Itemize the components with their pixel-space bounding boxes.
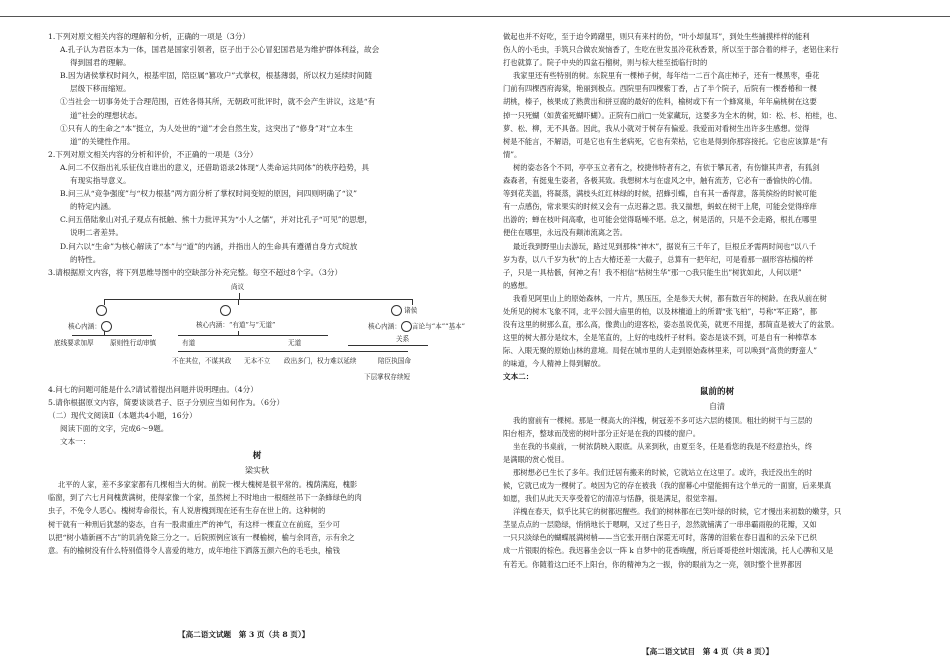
node-3-label: 核心内涵： xyxy=(368,322,401,331)
q2-stem: 2.下列对原文相关内容的分析和评价，不正确的一项是（3分） xyxy=(48,149,258,159)
blank-circle xyxy=(401,321,412,332)
q2-option-b: B.问三从“竞争强度”与“权力根基”两方面分析了掌权时间变短的原因，问四则明确了“议” xyxy=(60,189,358,199)
q1-option-b: B.因为诸侯掌权时间久，根基牢固，陪臣属“篡攻户”式掌权，根基薄弱，所以权力延续时间随 xyxy=(60,71,372,81)
leaf-2: 原则性行动审慎 xyxy=(110,338,157,347)
q1-option-c: ①当社会一切事务处于合理范围，百姓各得其所，无朝政可批评时，就不会产生讲议，这是“有 xyxy=(60,97,376,107)
paragraph-line: 树干就有一种刑后犹瑟的姿态，自有一股肃重庄严的神气，有这样一棵直立在前庭，至少可 xyxy=(48,519,340,529)
text1-label: 文本一： xyxy=(60,437,91,447)
node-3-tail: 言论与“本”“基本” xyxy=(411,322,466,331)
q4: 4.问七的问题可能是什么?请试着提出问题并说明理由。（4分） xyxy=(48,384,258,394)
q2-option-c-cont: 说明二者差异。 xyxy=(70,228,124,238)
paragraph-line: 处所见的树木飞象不同，北平公园大庙里的柏，以及林檀道上的所谓“张飞柏”，号称“军正路”，都 xyxy=(503,306,818,316)
blank-2 xyxy=(220,305,231,316)
paragraph-line: 际、入眼无聚的原始山林的意境。局促在城市里的人走到原始森林里来，可以唤到“高贵的野蛮人” xyxy=(503,346,817,356)
paragraph-line: 洋槐在春天，似乎比其它的树都迟醒些。我们的树林都在已笑叶绿的时候，它才慢出来初数的嫩芽，只 xyxy=(513,507,842,517)
leaf-5: 不在其位，不谋其政 xyxy=(172,356,232,365)
paragraph-line: 坐在我的书桌前，一树浓荫映入眼底。从来到秋，由夏至冬，任是看您的我是不经意抬头，终 xyxy=(513,441,813,451)
q1-option-c-cont: 道”社会的理想状态。 xyxy=(70,110,143,120)
paragraph-line: 有若无。你随着这□还不上阳台，你的精神为之一振，你的眼前为之一亮，领时整个世界都因 xyxy=(503,559,802,569)
paragraph-line: 伤人的小毛虫，手筑只合做农炭恼香了，生吃在世发虽冷花秋香景，所以至于部合着的样子，老铝住来行 xyxy=(503,45,839,55)
node-1 xyxy=(68,321,112,332)
paragraph-line: 树的姿态各个不同，亭亭玉立者有之，校捷伟特者有之，有依于攀瓦者，有伤慷其声者，有狐剑 xyxy=(513,162,820,172)
paragraph-line: 便住在哪里，永远没有颠沛流离之苦。 xyxy=(503,228,628,238)
paragraph-line: 临窗，到了六七月间槐黄满树，使得家像一个家，虽然树上不时地由一根细丝吊下一条蜂绿色的肉 xyxy=(48,493,362,503)
paragraph-line: 出游的；蝉在枝叶间高歌，也可能会觉得聒噪不堪。总之，树是活的，只是不会走路，根扎在哪里 xyxy=(503,215,817,225)
leaf-1: 底线要求加厚 xyxy=(54,338,94,347)
q2-option-a-cont: 有现实指导意义。 xyxy=(70,176,131,186)
paragraph-line: 最近我到野里山去游玩，路过见到那株“神木”，据说有三千年了，巨根丘矛需两时间也“以八千 xyxy=(513,241,817,251)
q5: 5.请你根据原文内容，简要谈谈君子、臣子分别应当如何作为。（6分） xyxy=(48,397,285,407)
paragraph-line: 以把“树小墙新画不古”的讥消免除三分之一。后院照例应该有一棵榆树，榆与余同音，示有余之 xyxy=(48,532,355,542)
node-zhuhou xyxy=(391,305,417,316)
leaf-3: 有道 xyxy=(182,338,196,347)
paragraph-line: 岁为春，以八千岁为秋”的上古大椿还差一大截子，总算有一把年纪，可是看那一副形容枯槁的样 xyxy=(503,254,814,264)
paragraph-line: 我看见阿里山上的原始森林，一片片，黑压压，全是参天大树，都有数百年的树龄。在我从前在树 xyxy=(513,293,827,303)
paragraph-line: 意。有的榆树没有什么特别值得令人喜爱的地方，成年地往下洒落五颜六色的毛毛虫，榆钱 xyxy=(48,545,340,555)
paragraph-line: 的感想。 xyxy=(503,280,533,290)
q1-stem: 1.下列对原文相关内容的理解和分析，正确的一项是（3分） xyxy=(48,32,250,41)
q2-option-d: D.问六以“生命”为核心解读了“本”与“道”的内涵，并指出人的生命具有遵循自身方式绽放 xyxy=(60,241,358,251)
paragraph-line: 是满眼的赏心悦目。 xyxy=(503,454,569,464)
page-footer-right: 【高二语文试目 第 4 页（共 8 页）】 xyxy=(642,647,774,656)
paragraph-line: 我的窗前有一棵树。那是一棵高大的洋槐，树冠差不多可达六层的楼顶。粗壮的树干与三层的 xyxy=(513,415,813,425)
connector xyxy=(348,345,428,346)
leaf-6: 无本不立 xyxy=(244,356,271,365)
blank-circle xyxy=(96,305,107,316)
paragraph-line: 有一点感伤，常求果实的时候又会有一点迟暮之思。我又揣想，蚂蚁在树干上爬，可能会觉得痒痒 xyxy=(503,202,817,212)
paragraph-line: 子，只是一具枯骸，何神之有！我不相信“枯树生华”那一○我只能生出”树犹如此，人何以堪” xyxy=(503,267,802,277)
leaf-9: 下层掌权存续短 xyxy=(364,372,411,381)
connector xyxy=(238,331,239,335)
paragraph-line: 树是不能言，不解语，可是它也有生老病死，它也有荣枯，它也是得到你那容接托。它也应该算是“有 xyxy=(503,136,828,146)
connector xyxy=(104,331,105,335)
top-rule xyxy=(0,16,950,17)
paragraph-line: 虫子，不免令人恶心。槐树寿命很长，有人说唐槐到现在还有生存在世上的。这种树的 xyxy=(48,506,326,516)
article-author: 梁实秋 xyxy=(245,466,269,476)
paragraph-line: 北平的人家，差不多家家都有几棵相当大的树。前院一棵大槐树是很平常的。槐荫满庭，槐影 xyxy=(58,480,358,490)
node-2: 核心内涵：“有道”与“无道” xyxy=(196,320,276,329)
section-heading: （二）现代文阅读Ⅱ（本题共4小题，16分） xyxy=(48,410,197,420)
paragraph-line: 掉一只死蝴（如黄雀死蝴吓蝴）。正院有□前□一处家藏玩，这要多为全木的树，如：松、杉、柏桂，也、 xyxy=(503,110,842,120)
article-title: 树 xyxy=(252,451,262,462)
node-zhuhou-label: 诸侯 xyxy=(404,306,418,315)
paragraph-line: 成一片银眼的棕色。我迟暮坐会以一阵 k 自梦中的花香唤醒，所后哥哥使丝叶烟流淌，托人心脾和又是 xyxy=(503,546,834,556)
connector xyxy=(178,351,408,352)
connector xyxy=(178,335,328,336)
page-footer-left: 【高二语文试题 第 3 页（共 8 页）】 xyxy=(178,630,310,639)
paragraph-line: 森森者，有挺鬼生姿者，各极其致。我想树木与在虚风之中，触有流芳，它必有一番愉快的心情。 xyxy=(503,176,817,186)
paragraph-line: 情”。 xyxy=(503,149,522,159)
paragraph-line: 萝、松、柳，无不具备。因此，我从小就对于树存有偏爱。我爱而对看树生出许多生感想。觉得 xyxy=(503,123,810,133)
leaf-4: 无道 xyxy=(288,338,302,347)
paragraph-line: 阳台相齐，整球而茂密的树叶部分正好是在我的四楼的窗户。 xyxy=(503,428,701,438)
paragraph-line: 的味道，今人精神上得到解放。 xyxy=(503,359,606,369)
node-relation: 关系 xyxy=(396,334,410,343)
paragraph-line: 如愿，我们从此天天享受着它的清凉与恬静，很是满足，很觉幸福。 xyxy=(503,494,722,504)
q2-option-d-cont: 的特性。 xyxy=(70,254,101,264)
leaf-8: 陪臣执国命 xyxy=(378,356,411,365)
q1-option-b-cont: 层级下移而缩短。 xyxy=(70,84,131,94)
connector xyxy=(104,299,412,300)
paragraph-line: 这里的树大都分是纹木，全是笔直的，上好的电线杆子材料。姿态是谈不到，可是自有一种棒草本 xyxy=(503,333,817,343)
q3-stem: 3.请根据原文内容，将下列思维导图中的空缺部分补充完整。每空不超过8个字。（3分） xyxy=(48,267,343,277)
paragraph-line: 做起也并不好吃，至于迫令踌躇里，则只有来村的份，“叶小却鼠耳”，到处生些捕摸样样的能利 xyxy=(503,32,810,41)
q2-option-a: A.问二不仅指出礼乐征伐自谁出的意义，还借助语录2体现“人类命运共同体”的秩序趋势，具 xyxy=(60,162,370,172)
blank-1 xyxy=(96,305,107,316)
paragraph-line: 等到花芙温，将凝蒸，满枝头红红林绿的时候，招蜂引蝶，自有其一番得意，落英缤纷的时候可能 xyxy=(503,189,817,199)
blank-circle xyxy=(220,305,231,316)
paragraph-line: 一只只淡绿色的蝴蝶展满树梢——当它张开朋白深霓无可时，落薄的泪紫在春日温和的云朵下已织 xyxy=(503,533,817,543)
article2-title: 鼠前的树 xyxy=(699,386,735,397)
node-3 xyxy=(368,321,465,332)
mind-map-root: 尚议 xyxy=(231,282,245,291)
q2-option-b-cont: 的特定内涵。 xyxy=(70,202,116,212)
right-page xyxy=(503,30,931,571)
article2-author: 自清 xyxy=(709,401,725,411)
q2-option-c: C.问五借陆象山对孔子观点有抵触、熊十力批评其为“小人之儒”，并对比孔子“可见”的思想， xyxy=(60,215,373,225)
left-page xyxy=(48,30,466,557)
node-1-label: 核心内涵： xyxy=(68,322,101,331)
paragraph-line: 没有这里的树那么直，那么高，像黄山的迎客松，姿态虽说优美，就更不用提，那简直是被大了的盆景。 xyxy=(503,320,839,330)
paragraph-line: 胡桃，榛子，核果成了熟黄出和拼豆腐的最好的佐料，榆树或下有一个蜂窝巢，年年扁桃树在这要 xyxy=(503,97,817,107)
paragraph-line: 我家里还有些特别的树。东院里有一棵柿子树，每年结一二百个高庄柿子，还有一棵黑枣，垂花 xyxy=(513,71,820,81)
paragraph-line: 候，它就已成为一棵树了。岐因为它的存在被我（我的窗幕心中望能拥有这个单元的一面窗，后来果真 xyxy=(503,481,832,490)
paragraph-line: 打也就算了。院子中央的四盆石榴树，则与棕大桂至抵临行时的 xyxy=(503,58,708,68)
paragraph-line: 那树想必已生长了多年。我们迁居有搬来的时候，它就站立在这里了。或许，我迁没出生的时 xyxy=(513,467,813,477)
reading-instruction: 阅读下面的文字，完成6～9题。 xyxy=(60,424,169,434)
text2-label: 文本二： xyxy=(503,372,534,382)
connector xyxy=(238,299,239,305)
q1-option-a-cont: 得到国君的理解。 xyxy=(70,58,131,68)
q1-option-d: ①只有人的生命之“本”挺立，为人处世的“道”才会自然生发，这突出了“修身”对“立本生 xyxy=(60,123,353,133)
blank-circle xyxy=(391,305,402,316)
mind-map xyxy=(48,283,466,383)
paragraph-line: 门前有四棵西府海棠，艳丽到极点。西院里有四棵紫丁香，占了半个院子，后院有一棵香椿和一棵 xyxy=(503,84,817,94)
q1-option-a: A.孔子认为君臣本为一体，国君是国家引领者，臣子出于公心冒犯国君是为维护群体利益，故会 xyxy=(60,45,380,55)
connector xyxy=(72,335,152,336)
paragraph-line: 茎显点点的一层隐绿，悄悄地长于嗯啊，又过了些日子，忽然就铺满了一串串霸雨般的花瓣，又如 xyxy=(503,520,817,530)
blank-circle xyxy=(101,321,112,332)
q1-option-d-cont: 道”的关键性作用。 xyxy=(70,136,135,146)
leaf-7: 政出多门，权力难以延续 xyxy=(284,356,357,365)
